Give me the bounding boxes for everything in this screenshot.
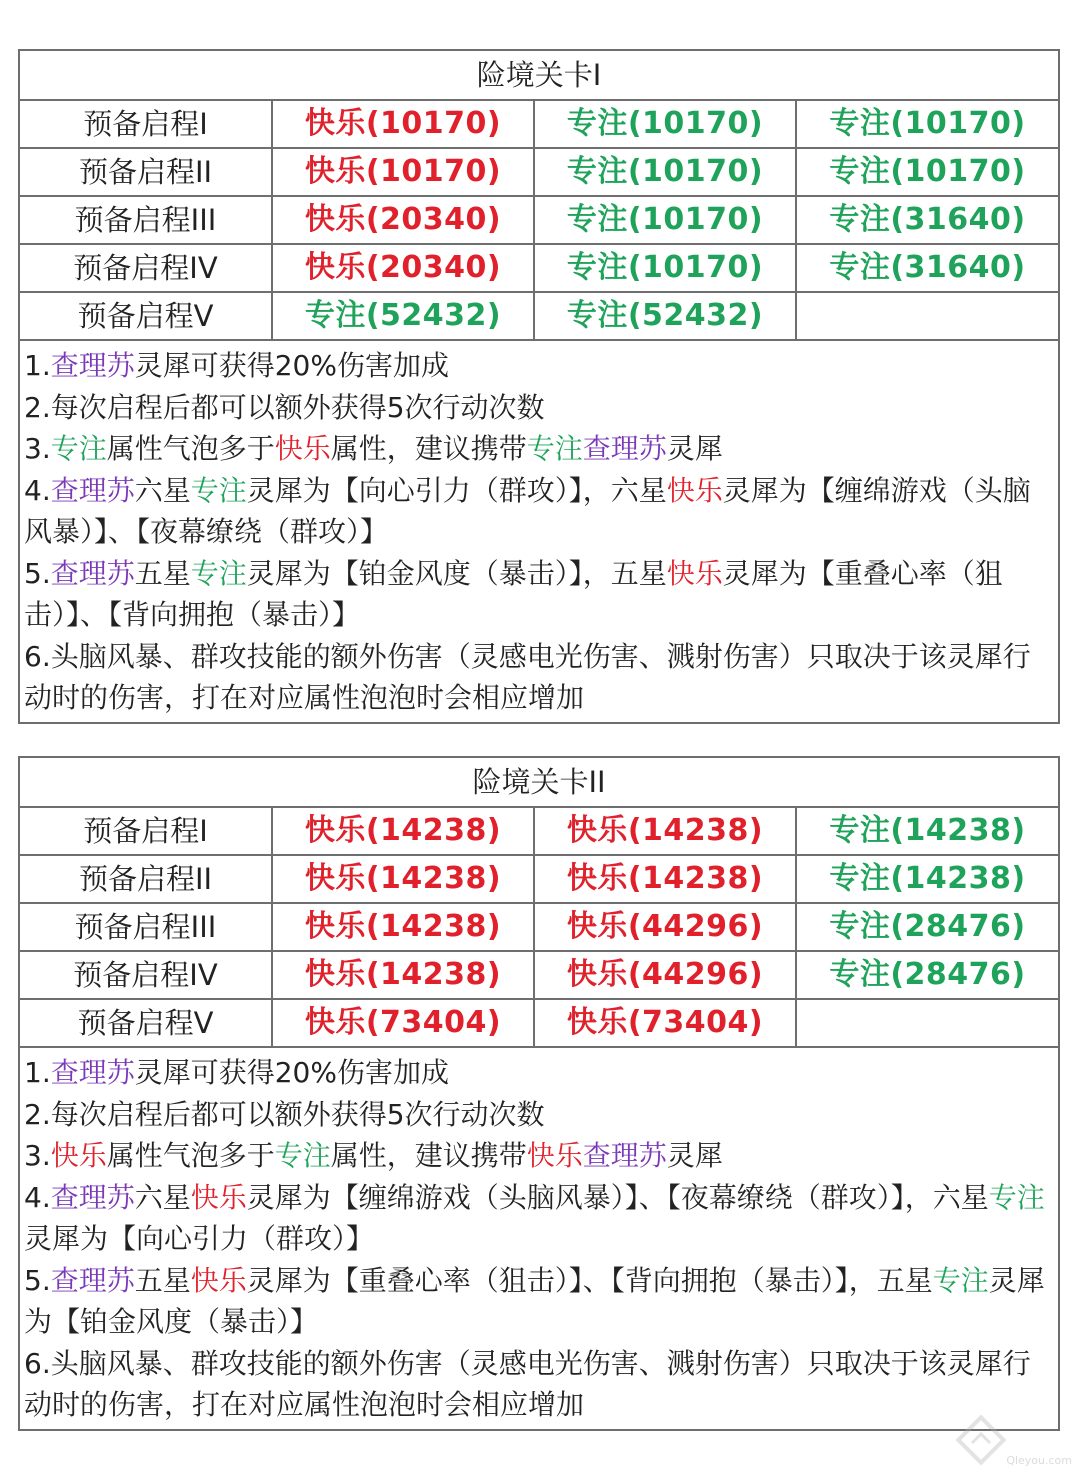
keyword-focus: 专注 <box>190 556 247 590</box>
note-text: 2.每次启程后都可以额外获得5次行动次数 <box>24 390 545 424</box>
bubble-value-cell: 专注(10170) <box>535 149 797 197</box>
keyword-focus: 专注 <box>988 1180 1045 1214</box>
stage-name-cell: 预备启程II <box>20 856 273 904</box>
stage-name-cell: 预备启程I <box>20 808 273 856</box>
note-line <box>24 1094 1054 1136</box>
stage-name-cell: 预备启程V <box>20 1000 273 1048</box>
stage-grid <box>20 101 1058 341</box>
note-text: 属性，建议携带 <box>330 1139 527 1172</box>
keyword-character: 查理苏 <box>50 473 135 507</box>
keyword-character: 查理苏 <box>50 349 135 382</box>
note-text: 灵犀为【缠绵游戏（头脑风暴）】、【夜幕缭绕（群攻）】，六星 <box>246 1180 989 1214</box>
keyword-character: 查理苏 <box>50 1056 135 1089</box>
keyword-character: 查理苏 <box>582 1139 667 1172</box>
note-line <box>24 1052 1054 1094</box>
note-text: 3. <box>24 432 51 465</box>
watermark-site-text: Qleyou.com <box>1006 1454 1072 1467</box>
bubble-value-cell: 快乐(44296) <box>535 904 797 952</box>
bubble-value-cell: 专注(52432) <box>535 293 797 341</box>
bubble-value-cell: 快乐(10170) <box>273 149 535 197</box>
bubble-value-cell: 专注(10170) <box>797 149 1058 197</box>
note-text: 灵犀可获得20%伤害加成 <box>134 1056 449 1089</box>
note-text: 灵犀可获得20%伤害加成 <box>134 349 449 382</box>
note-text: 属性，建议携带 <box>330 432 527 465</box>
keyword-character: 查理苏 <box>582 432 667 465</box>
note-text: 五星 <box>134 1263 191 1297</box>
note-text: 3. <box>24 1139 51 1172</box>
table-title: 险境关卡I <box>20 51 1058 101</box>
bubble-value-cell: 快乐(14238) <box>535 808 797 856</box>
keyword-happy: 快乐 <box>666 556 723 590</box>
bubble-value-cell: 快乐(20340) <box>273 197 535 245</box>
keyword-happy: 快乐 <box>666 473 723 507</box>
bubble-value-cell: 专注(10170) <box>797 101 1058 149</box>
note-text: 灵犀为【重叠心率（狙击）】、【背向拥抱（暴击）】 <box>24 556 1003 631</box>
keyword-character: 查理苏 <box>50 1263 135 1297</box>
note-text: 1. <box>24 1056 51 1089</box>
bubble-value-cell: 专注(31640) <box>797 197 1058 245</box>
keyword-focus: 专注 <box>274 1139 331 1172</box>
keyword-happy: 快乐 <box>274 432 331 465</box>
keyword-happy: 快乐 <box>190 1180 247 1214</box>
note-text: 灵犀为【重叠心率（狙击）】、【背向拥抱（暴击）】，五星 <box>246 1263 933 1297</box>
note-line <box>24 1343 1054 1426</box>
note-line <box>24 345 1054 387</box>
stage-table-1 <box>18 49 1060 724</box>
keyword-focus: 专注 <box>526 432 583 465</box>
keyword-happy: 快乐 <box>190 1263 247 1297</box>
note-text: 1. <box>24 349 51 382</box>
keyword-character: 查理苏 <box>50 556 135 590</box>
note-line <box>24 1177 1054 1260</box>
stage-name-cell: 预备启程IV <box>20 245 273 293</box>
note-text: 属性气泡多于 <box>106 1139 275 1172</box>
bubble-value-cell: 专注(28476) <box>797 904 1058 952</box>
note-line <box>24 1135 1054 1177</box>
note-text: 六星 <box>134 473 191 507</box>
bubble-value-cell: 快乐(44296) <box>535 952 797 1000</box>
note-text: 灵犀 <box>666 432 723 465</box>
bubble-value-cell: 专注(10170) <box>535 197 797 245</box>
bubble-value-cell: 快乐(14238) <box>273 856 535 904</box>
note-text: 6.头脑风暴、群攻技能的额外伤害（灵感电光伤害、溅射伤害）只取决于该灵犀行动时的伤害，打在对应属性泡泡时会相应增加 <box>24 1346 1031 1421</box>
note-line <box>24 553 1054 636</box>
note-text: 六星 <box>134 1180 191 1214</box>
keyword-focus: 专注 <box>190 473 247 507</box>
bubble-value-cell: 快乐(73404) <box>535 1000 797 1048</box>
stage-table-2 <box>18 756 1060 1431</box>
note-text: 五星 <box>134 556 191 590</box>
bubble-value-cell: 快乐(14238) <box>273 904 535 952</box>
keyword-character: 查理苏 <box>50 1180 135 1214</box>
bubble-value-cell: 专注(28476) <box>797 952 1058 1000</box>
note-text: 灵犀为【缠绵游戏（头脑风暴）】、【夜幕缭绕（群攻）】 <box>24 473 1031 548</box>
bubble-value-cell: 快乐(10170) <box>273 101 535 149</box>
note-text: 2.每次启程后都可以额外获得5次行动次数 <box>24 1097 545 1131</box>
note-text: 5. <box>24 1263 51 1297</box>
bubble-value-cell: 专注(31640) <box>797 245 1058 293</box>
diamond-logo-icon <box>954 1413 1008 1467</box>
note-text: 灵犀为【铂金风度（暴击）】，五星 <box>246 556 667 590</box>
bubble-value-cell: 专注(52432) <box>273 293 535 341</box>
stage-name-cell: 预备启程III <box>20 904 273 952</box>
bubble-value-cell: 快乐(14238) <box>273 808 535 856</box>
bubble-value-cell: 专注(14238) <box>797 856 1058 904</box>
notes-list <box>20 341 1058 722</box>
stage-name-cell: 预备启程I <box>20 101 273 149</box>
note-line <box>24 387 1054 429</box>
bubble-value-cell: 专注(10170) <box>535 101 797 149</box>
site-watermark <box>954 1409 1072 1469</box>
stage-name-cell: 预备启程II <box>20 149 273 197</box>
note-line <box>24 1260 1054 1343</box>
bubble-value-cell: 专注(10170) <box>535 245 797 293</box>
note-text: 灵犀为【铂金风度（暴击）】 <box>24 1263 1045 1338</box>
stage-name-cell: 预备启程III <box>20 197 273 245</box>
bubble-value-cell: 快乐(14238) <box>535 856 797 904</box>
keyword-happy: 快乐 <box>526 1139 583 1172</box>
empty-cell <box>797 293 1058 341</box>
table-title: 险境关卡II <box>20 758 1058 808</box>
note-text: 6.头脑风暴、群攻技能的额外伤害（灵感电光伤害、溅射伤害）只取决于该灵犀行动时的伤害，打在对应属性泡泡时会相应增加 <box>24 639 1031 714</box>
note-text: 4. <box>24 1180 51 1214</box>
bubble-value-cell: 专注(14238) <box>797 808 1058 856</box>
notes-list <box>20 1048 1058 1429</box>
note-text: 灵犀 <box>666 1139 723 1172</box>
keyword-happy: 快乐 <box>50 1139 107 1172</box>
keyword-focus: 专注 <box>50 432 107 465</box>
bubble-value-cell: 快乐(20340) <box>273 245 535 293</box>
note-text: 属性气泡多于 <box>106 432 275 465</box>
note-line <box>24 428 1054 470</box>
empty-cell <box>797 1000 1058 1048</box>
stage-grid <box>20 808 1058 1048</box>
note-line <box>24 470 1054 553</box>
note-text: 4. <box>24 473 51 507</box>
note-text: 5. <box>24 556 51 590</box>
stage-name-cell: 预备启程IV <box>20 952 273 1000</box>
stage-name-cell: 预备启程V <box>20 293 273 341</box>
note-line <box>24 636 1054 719</box>
bubble-value-cell: 快乐(14238) <box>273 952 535 1000</box>
keyword-focus: 专注 <box>932 1263 989 1297</box>
bubble-value-cell: 快乐(73404) <box>273 1000 535 1048</box>
note-text: 灵犀为【向心引力（群攻）】，六星 <box>246 473 667 507</box>
note-text: 灵犀为【向心引力（群攻）】 <box>24 1222 375 1255</box>
